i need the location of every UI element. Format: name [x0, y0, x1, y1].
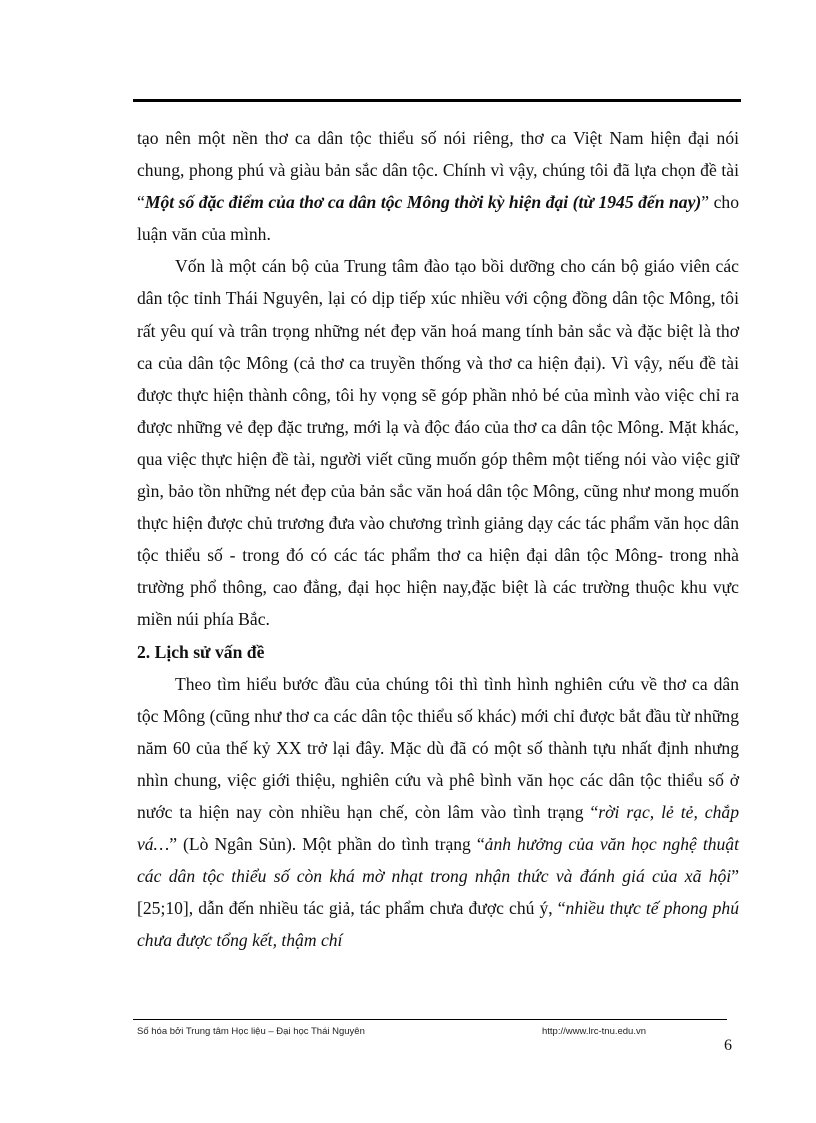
paragraph-3 — [137, 668, 739, 957]
p3-text-b: ” (Lò Ngân Sủn). Một phần do tình trạng “ — [169, 834, 485, 855]
body-text — [137, 122, 739, 956]
paragraph-1 — [137, 122, 739, 250]
page-number: 6 — [724, 1037, 732, 1054]
p1-text-b: ” cho luận văn của mình. — [137, 192, 739, 245]
footer-url: http://www.lrc-tnu.edu.vn — [542, 1026, 647, 1037]
footer-rule — [133, 1019, 727, 1020]
section-heading: 2. Lịch sử vấn đề — [137, 641, 265, 662]
p3-quote-1: rời rạc, lẻ tẻ, chắp vá… — [137, 801, 739, 855]
header-rule — [133, 99, 741, 102]
p3-quote-2: ảnh hưởng của văn học nghệ thuật các dân tộc thiểu số còn khá mờ nhạt trong nhận thức và đánh giá của xã hội — [137, 834, 739, 887]
thesis-title: Một số đặc điểm của thơ ca dân tộc Mông thời kỳ hiện đại (từ 1945 đến nay) — [144, 192, 702, 213]
p3-text-a: Theo tìm hiểu bước đầu của chúng tôi thì tình hình nghiên cứu về thơ ca dân tộc Mông (cũng như thơ ca các dân tộc thiểu số khác) mới chỉ được bắt đầu từ những năm 60 của thế kỷ XX trở lại đây. Mặc dù đã có một số thành tựu nhất định nhưng nhìn chung, việc giới thiệu, nghiên cứu và phê bình văn học các dân tộc thiểu số ở nước ta hiện nay còn nhiều hạn chế, còn lâm vào tình trạng “ — [137, 673, 739, 822]
p3-quote-3: nhiều thực tế phong phú chưa được tổng kết, thậm chí — [137, 898, 739, 951]
paragraph-2: Vốn là một cán bộ của Trung tâm đào tạo bồi dưỡng cho cán bộ giáo viên các dân tộc tỉnh Thái Nguyên, lại có dịp tiếp xúc nhiều với cộng đồng dân tộc Mông, tôi rất yêu quí và trân trọng những nét đẹp văn hoá mang tính bản sắc và đặc biệt là thơ ca của dân tộc Mông (cả thơ ca truyền thống và thơ ca hiện đại). Vì vậy, nếu đề tài được thực hiện thành công, tôi hy vọng sẽ góp phần nhỏ bé của mình vào việc chỉ ra được những vẻ đẹp đặc trưng, mới lạ và độc đáo của thơ ca dân tộc Mông. Mặt khác, qua việc thực hiện đề tài, người viết cũng muốn góp thêm một tiếng nói vào việc giữ gìn, bảo tồn những nét đẹp của bản sắc văn hoá dân tộc Mông, cũng như mong muốn thực hiện được chủ trương đưa vào chương trình giảng dạy các tác phẩm văn học dân tộc thiểu số - trong đó có các tác phẩm thơ ca hiện đại dân tộc Mông- trong nhà trường phổ thông, cao đẳng, đại học hiện nay,đặc biệt là các trường thuộc khu vực miền núi phía Bắc. — [137, 256, 739, 630]
p1-text-a: tạo nên một nền thơ ca dân tộc thiểu số nói riêng, thơ ca Việt Nam hiện đại nói chung, phong phú và giàu bản sắc dân tộc. Chính vì vậy, chúng tôi đã lựa chọn đề tài “ — [137, 128, 739, 213]
p3-text-c: ” [25;10], dẫn đến nhiều tác giả, tác phẩm chưa được chú ý, “ — [137, 866, 739, 919]
footer-source: Số hóa bởi Trung tâm Học liệu – Đại học Thái Nguyên — [137, 1026, 365, 1037]
